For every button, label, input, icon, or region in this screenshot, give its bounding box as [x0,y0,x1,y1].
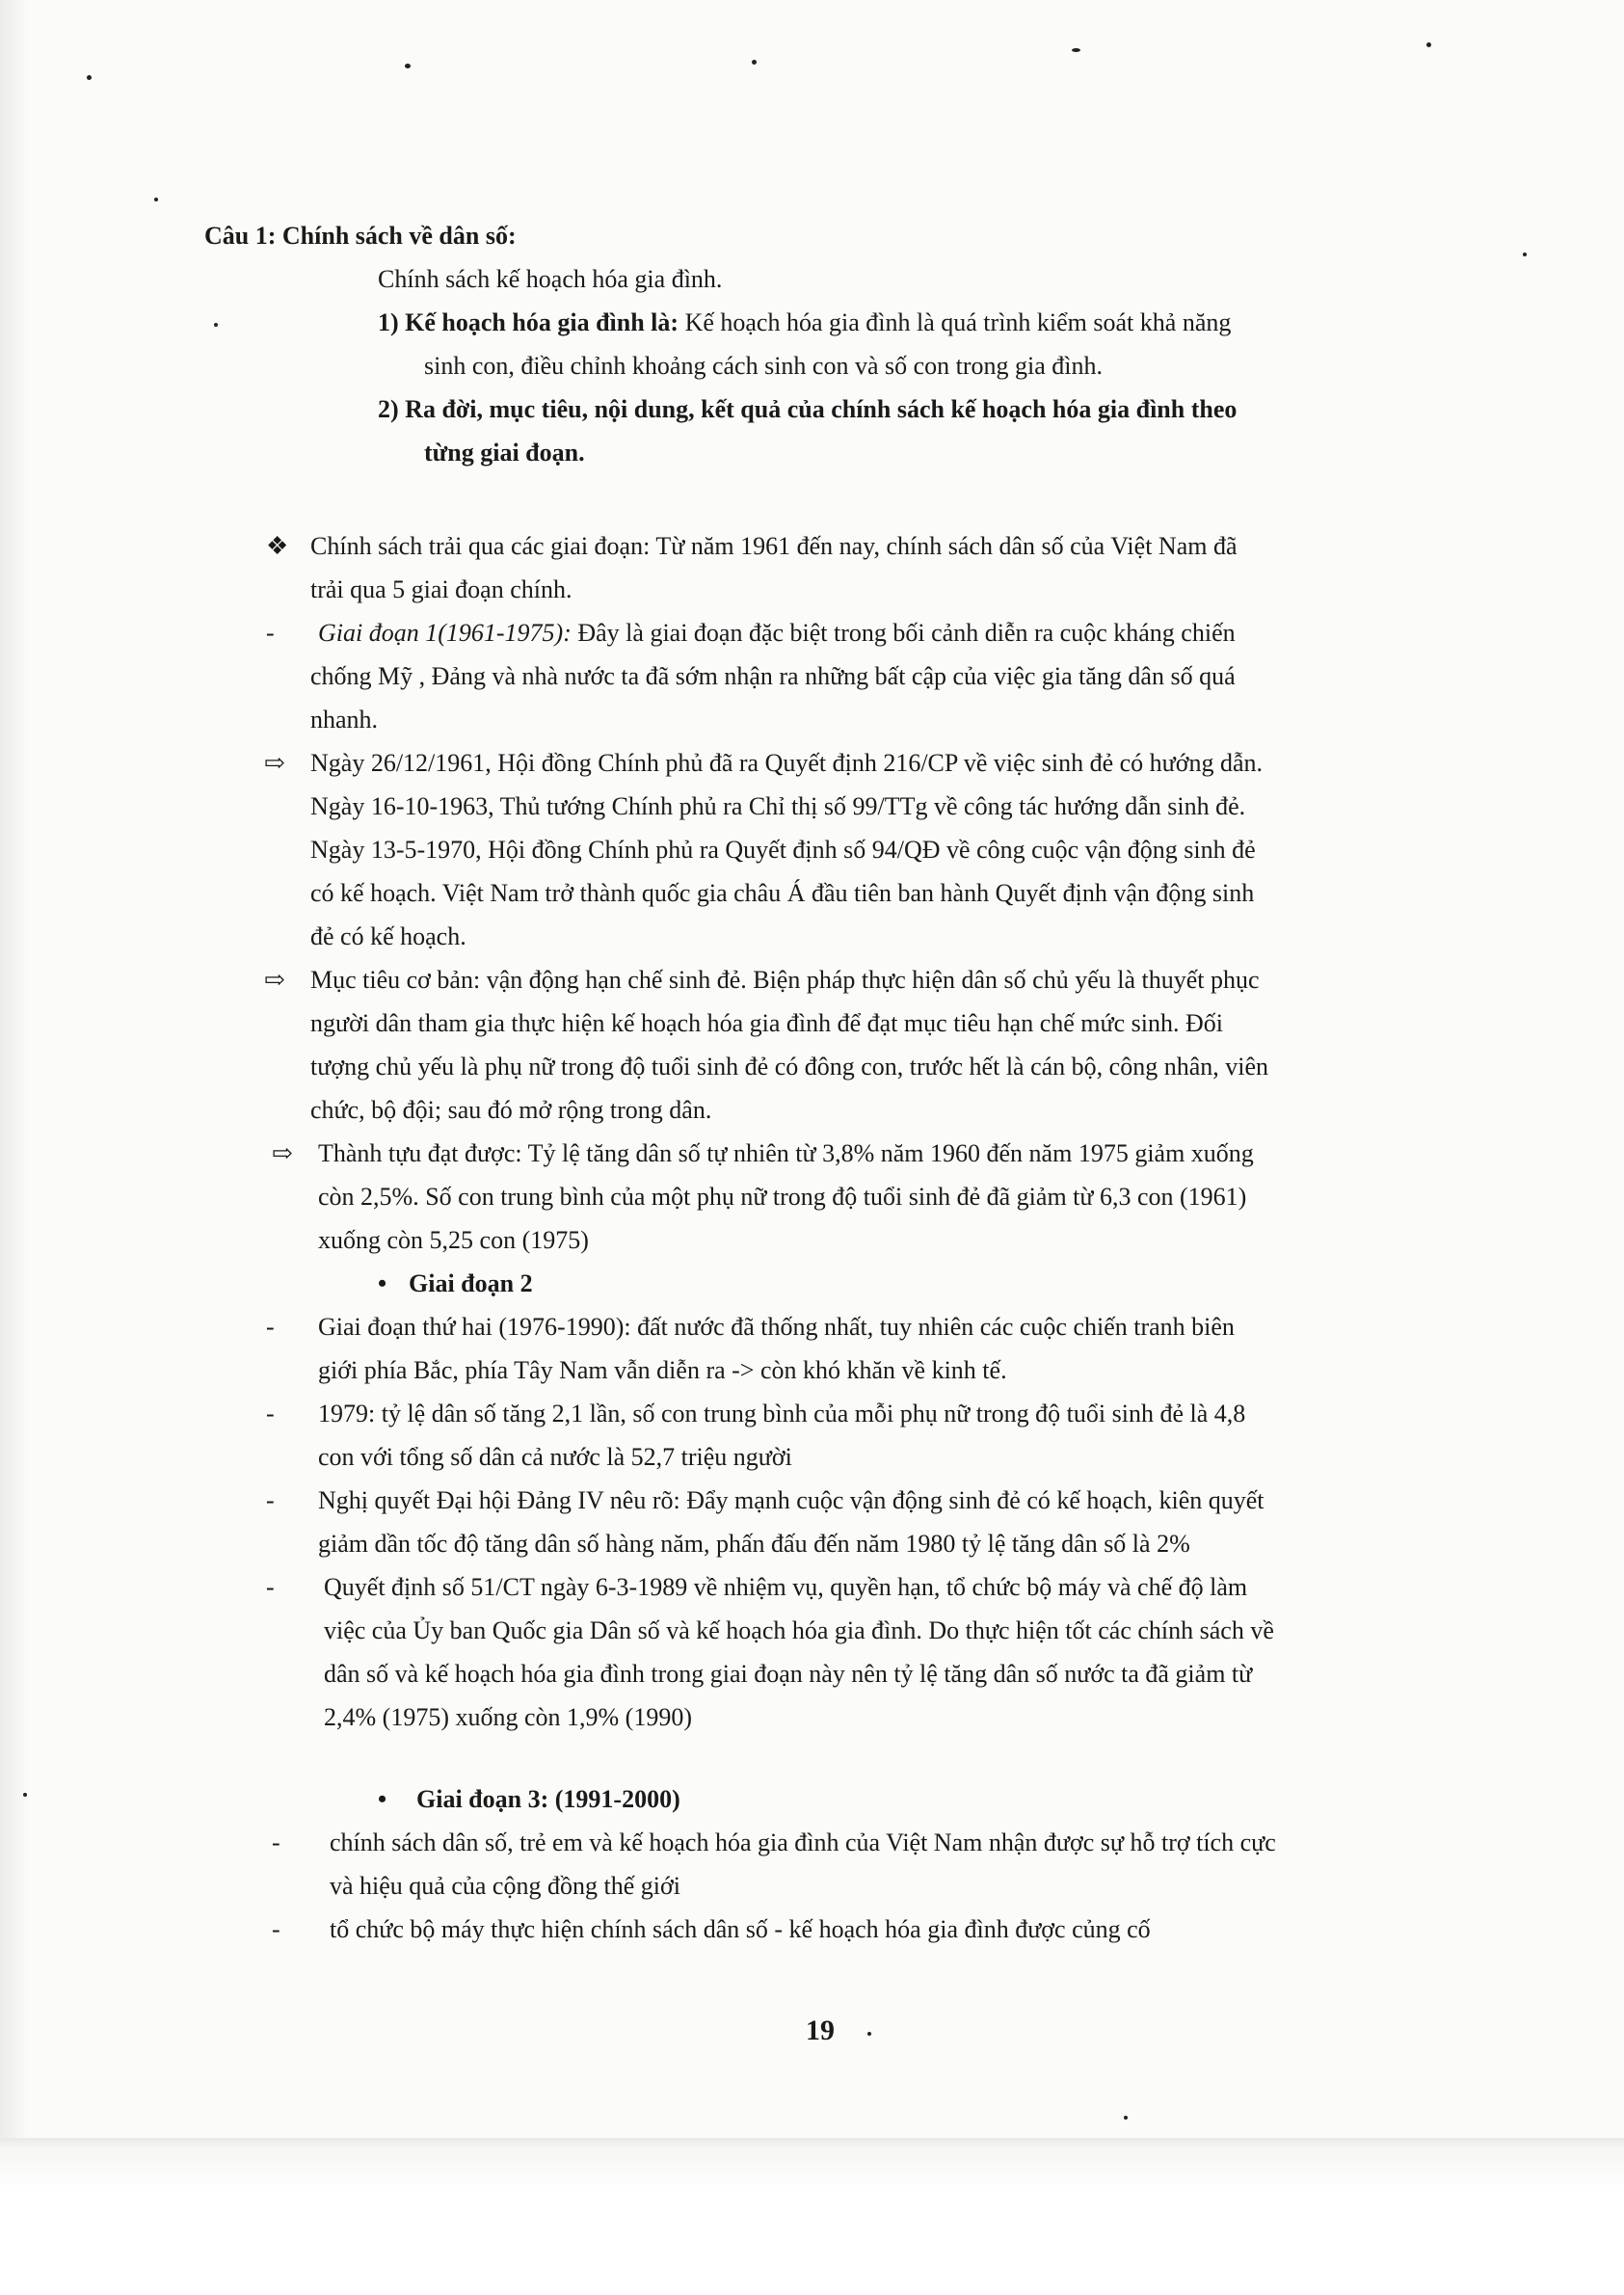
phase3-line: và hiệu quả của cộng đồng thế giới [330,1872,680,1900]
decision-line: Ngày 13-5-1970, Hội đồng Chính phủ ra Quyết định số 94/QĐ về công cuộc vận động sinh đẻ [310,836,1256,864]
scan-speck [1072,48,1080,52]
arrow-right-icon: ⇨ [264,966,285,994]
section-heading: Câu 1: Chính sách về dân số: [204,222,517,250]
intro-line: Chính sách kế hoạch hóa gia đình. [378,265,723,293]
dash-marker: - [266,1400,275,1428]
decision-line: Ngày 26/12/1961, Hội đồng Chính phủ đã ra Quyết định 216/CP về việc sinh đẻ có hướng dẫn. [310,749,1264,777]
phase2-line: dân số và kế hoạch hóa gia đình trong giai đoạn này nên tỷ lệ tăng dân số nước ta đã giảm từ [324,1660,1253,1688]
phase1-label: Giai đoạn 1(1961-1975): [318,619,572,647]
item-number: 2) [378,395,399,423]
phase1-line-2: chống Mỹ , Đảng và nhà nước ta đã sớm nhận ra những bất cập của việc gia tăng dân số quá [310,662,1236,690]
scan-speck [405,64,411,68]
phase2-line: 2,4% (1975) xuống còn 1,9% (1990) [324,1703,692,1731]
goal-line: chức, bộ đội; sau đó mở rộng trong dân. [310,1096,712,1124]
scan-speck [23,1793,27,1797]
phase2-line: Nghị quyết Đại hội Đảng IV nêu rõ: Đẩy mạnh cuộc vận động sinh đẻ có kế hoạch, kiên quyết [318,1486,1265,1514]
phase3-title: Giai đoạn 3: (1991-2000) [416,1785,680,1813]
phase2-line: Quyết định số 51/CT ngày 6-3-1989 về nhiệm vụ, quyền hạn, tổ chức bộ máy và chế độ làm [324,1573,1248,1601]
scan-speck [752,60,757,65]
numbered-item-2 [378,387,1237,431]
phase1-line-1 [318,611,1236,654]
achievement-line: xuống còn 5,25 con (1975) [318,1226,589,1254]
bullet-icon: • [378,1269,387,1297]
dash-marker: - [272,1915,280,1943]
phase2-line: con với tổng số dân cả nước là 52,7 triệu người [318,1443,792,1471]
achievement-line: Thành tựu đạt được: Tỷ lệ tăng dân số tự nhiên từ 3,8% năm 1960 đến năm 1975 giảm xuống [318,1139,1254,1167]
dash-marker: - [272,1828,280,1856]
scan-speck [87,75,92,80]
scan-speck [1426,42,1431,47]
goal-line: người dân tham gia thực hiện kế hoạch hóa gia đình để đạt mục tiêu hạn chế mức sinh. Đối [310,1009,1223,1037]
dash-marker: - [266,1486,275,1514]
scan-speck [1523,253,1527,256]
phase2-line: việc của Ủy ban Quốc gia Dân số và kế hoạch hóa gia đình. Do thực hiện tốt các chính sách về [324,1616,1274,1644]
decision-line: đẻ có kế hoạch. [310,922,466,950]
phase1-text: Đây là giai đoạn đặc biệt trong bối cảnh diễn ra cuộc kháng chiến [571,619,1236,647]
overview-line-1: Chính sách trải qua các giai đoạn: Từ năm 1961 đến nay, chính sách dân số của Việt Nam đã [310,532,1238,560]
arrow-right-icon: ⇨ [272,1139,293,1167]
arrow-right-icon: ⇨ [264,749,285,777]
goal-line: Mục tiêu cơ bản: vận động hạn chế sinh đẻ. Biện pháp thực hiện dân số chủ yếu là thuyết phục [310,966,1260,994]
diamond-bullet-icon: ❖ [266,532,289,560]
numbered-item-2-cont: từng giai đoạn. [424,439,585,467]
phase1-line-3: nhanh. [310,706,379,734]
overview-line-2: trải qua 5 giai đoạn chính. [310,575,572,603]
dash-marker: - [266,1573,275,1601]
scan-edge-shadow [0,0,29,2138]
phase2-line: giới phía Bắc, phía Tây Nam vẫn diễn ra -> còn khó khăn về kinh tế. [318,1356,1007,1384]
numbered-item-1 [378,301,1231,344]
phase2-line: giảm dần tốc độ tăng dân số hàng năm, phấn đấu đến năm 1980 tỷ lệ tăng dân số là 2% [318,1530,1190,1558]
phase2-line: 1979: tỷ lệ dân số tăng 2,1 lần, số con trung bình của mỗi phụ nữ trong độ tuổi sinh đẻ là 4,8 [318,1400,1246,1428]
phase3-line: chính sách dân số, trẻ em và kế hoạch hóa gia đình của Việt Nam nhận được sự hỗ trợ tích cực [330,1828,1276,1856]
definition-label: Kế hoạch hóa gia đình là: [405,308,679,336]
item-text: Ra đời, mục tiêu, nội dung, kết quả của chính sách kế hoạch hóa gia đình theo [405,395,1238,423]
dash-marker: - [266,619,275,647]
achievement-line: còn 2,5%. Số con trung bình của một phụ nữ trong độ tuổi sinh đẻ đã giảm từ 6,3 con (1961) [318,1183,1247,1211]
scan-speck [1124,2116,1128,2120]
decision-line: Ngày 16-10-1963, Thủ tướng Chính phủ ra Chỉ thị số 99/TTg về công tác hướng dẫn sinh đẻ. [310,792,1246,820]
decision-line: có kế hoạch. Việt Nam trở thành quốc gia châu Á đầu tiên ban hành Quyết định vận động sinh [310,879,1255,907]
definition-text: Kế hoạch hóa gia đình là quá trình kiểm soát khả năng [679,308,1232,336]
numbered-item-1-cont: sinh con, điều chỉnh khoảng cách sinh con và số con trong gia đình. [424,352,1104,380]
dash-marker: - [266,1313,275,1341]
item-number: 1) [378,308,399,336]
goal-line: tượng chủ yếu là phụ nữ trong độ tuổi sinh đẻ có đông con, trước hết là cán bộ, công nhân, viên [310,1053,1269,1081]
phase3-line: tổ chức bộ máy thực hiện chính sách dân số - kế hoạch hóa gia đình được củng cố [330,1915,1151,1943]
bullet-icon: • [378,1785,387,1813]
scan-bottom-shadow [0,2138,1624,2295]
phase2-title: Giai đoạn 2 [409,1269,533,1297]
page-number: 19 [806,2015,835,2046]
scan-speck [154,198,158,201]
phase2-line: Giai đoạn thứ hai (1976-1990): đất nước đã thống nhất, tuy nhiên các cuộc chiến tranh biên [318,1313,1235,1341]
scan-speck [867,2032,871,2036]
scan-speck [214,323,218,327]
